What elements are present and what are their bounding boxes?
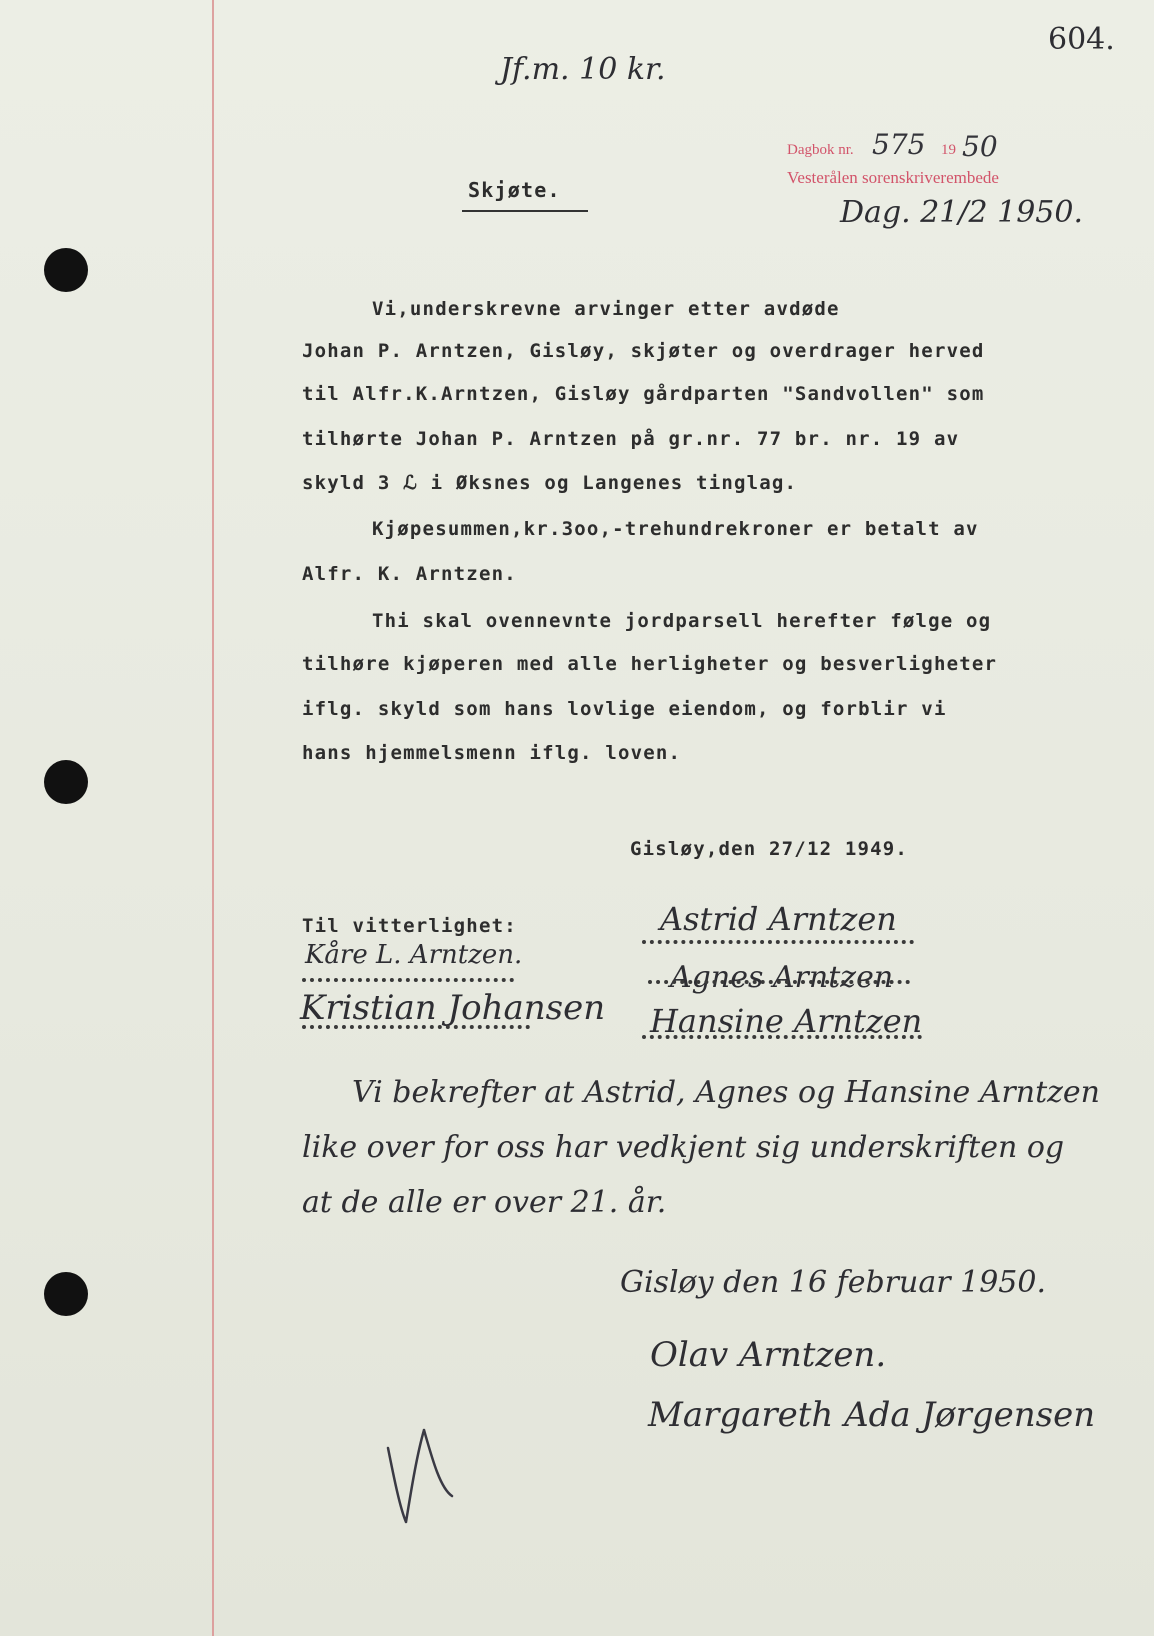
- signature-dots: [302, 1025, 530, 1029]
- page-number: 604.: [1048, 22, 1115, 57]
- witness-label: Til vitterlighet:: [302, 915, 517, 937]
- stamp-dagbok-number: 575: [872, 128, 926, 161]
- stamp-year-prefix: 19: [941, 142, 956, 158]
- body-line: skyld 3 ℒ i Øksnes og Langenes tinglag.: [302, 472, 798, 494]
- punch-hole-bottom: [44, 1272, 88, 1316]
- margin-rule: [212, 0, 214, 1636]
- witness-signature: Kristian Johansen: [300, 988, 606, 1028]
- body-line: tilhøre kjøperen med alle herligheter og besverligheter: [302, 653, 998, 675]
- signer-signature: Olav Arntzen.: [650, 1335, 887, 1375]
- heir-signature: Agnes Arntzen: [670, 960, 894, 995]
- document-title: Skjøte.: [468, 178, 561, 202]
- body-line: Kjøpesummen,kr.3oo,-trehundrekroner er betalt av: [372, 518, 979, 540]
- punch-hole-middle: [44, 760, 88, 804]
- note-line: Vi bekrefter at Astrid, Agnes og Hansine Arntzen: [352, 1075, 1101, 1110]
- place-date: Gisløy,den 27/12 1949.: [630, 838, 909, 860]
- body-line: Vi,underskrevne arvinger etter avdøde: [372, 298, 840, 320]
- title-underline: [462, 210, 588, 212]
- fee-note: Jf.m. 10 kr.: [500, 52, 666, 87]
- stamp-office: Vesterålen sorenskriverembede: [787, 168, 999, 187]
- witness-signature: Kåre L. Arntzen.: [305, 940, 523, 970]
- body-line: hans hjemmelsmenn iflg. loven.: [302, 742, 682, 764]
- body-line: Johan P. Arntzen, Gisløy, skjøter og overdrager herved: [302, 340, 985, 362]
- body-line: iflg. skyld som hans lovlige eiendom, og forblir vi: [302, 698, 947, 720]
- note-place-date: Gisløy den 16 februar 1950.: [620, 1265, 1046, 1300]
- signature-dots: [648, 980, 910, 984]
- body-line: Alfr. K. Arntzen.: [302, 563, 517, 585]
- signature-dots: [642, 940, 914, 944]
- stamp-date: Dag. 21/2 1950.: [840, 195, 1084, 230]
- signer-signature: Margareth Ada Jørgensen: [648, 1395, 1096, 1435]
- body-line: Thi skal ovennevnte jordparsell herefter følge og: [372, 610, 992, 632]
- body-line: til Alfr.K.Arntzen, Gisløy gårdparten "Sandvollen" som: [302, 383, 985, 405]
- punch-hole-top: [44, 248, 88, 292]
- heir-signature: Astrid Arntzen: [660, 900, 897, 938]
- signature-dots: [302, 978, 514, 982]
- note-line: at de alle er over 21. år.: [302, 1185, 667, 1220]
- initials-mark: [380, 1418, 470, 1528]
- signature-dots: [642, 1035, 922, 1039]
- stamp-year-suffix: 50: [962, 130, 998, 163]
- body-line: tilhørte Johan P. Arntzen på gr.nr. 77 br. nr. 19 av: [302, 428, 960, 450]
- note-line: like over for oss har vedkjent sig underskriften og: [302, 1130, 1065, 1165]
- stamp-dagbok-prefix: Dagbok nr.: [787, 142, 854, 158]
- heir-signature: Hansine Arntzen: [650, 1002, 923, 1040]
